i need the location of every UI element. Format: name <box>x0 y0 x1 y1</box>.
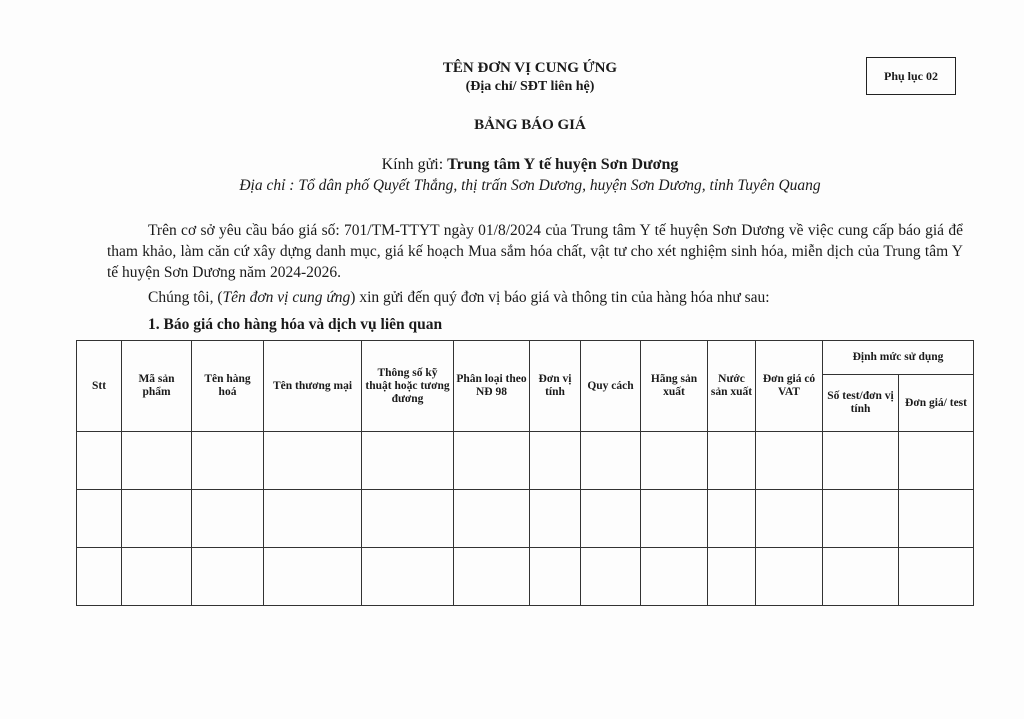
table-cell <box>756 432 823 490</box>
table-cell <box>581 490 641 548</box>
table-cell <box>641 432 708 490</box>
table-cell <box>756 490 823 548</box>
table-cell <box>708 548 756 606</box>
table-row <box>77 432 974 490</box>
table-cell <box>264 490 362 548</box>
column-header: Thông số kỹ thuật hoặc tương đương <box>362 341 454 432</box>
table-cell <box>756 548 823 606</box>
table-cell <box>823 432 899 490</box>
column-header: Tên thương mại <box>264 341 362 432</box>
table-cell <box>192 490 264 548</box>
appendix-box: Phụ lục 02 <box>866 57 956 95</box>
request-paragraph: Trên cơ sở yêu cầu báo giá số: 701/TM-TTYT ngày 01/8/2024 của Trung tâm Y tế huyện Sơn Dương về việc cung cấp báo giá để tham khảo, làm căn cứ xây dựng danh mục, giá kế hoạch Mua sắm hóa chất, vật tư cho xét nghiệm sinh hóa, miễn dịch của Trung tâm Y tế huyện Sơn Dương năm 2024-2026. <box>107 222 963 281</box>
table-cell <box>708 432 756 490</box>
table-row <box>77 548 974 606</box>
recipient-line <box>230 156 830 174</box>
intro-paragraph <box>148 289 968 307</box>
column-header: Quy cách <box>581 341 641 432</box>
table-cell <box>122 548 192 606</box>
table-cell <box>362 548 454 606</box>
table-cell <box>454 548 530 606</box>
column-header: Đơn giá có VAT <box>756 341 823 432</box>
column-header: Đơn giá/ test <box>899 375 974 432</box>
table-row <box>77 490 974 548</box>
column-header: Stt <box>77 341 122 432</box>
column-header: Tên hàng hoá <box>192 341 264 432</box>
document-title: BẢNG BÁO GIÁ <box>474 117 586 133</box>
table-cell <box>362 432 454 490</box>
table-cell <box>264 432 362 490</box>
table-cell <box>264 548 362 606</box>
section-title: 1. Báo giá cho hàng hóa và dịch vụ liên quan <box>148 316 443 333</box>
column-header: Mã sản phẩm <box>122 341 192 432</box>
table-cell <box>530 490 581 548</box>
column-header: Số test/đơn vị tính <box>823 375 899 432</box>
supplier-contact-heading: (Địa chỉ/ SĐT liên hệ) <box>465 79 595 94</box>
group-header-usage: Định mức sử dụng <box>823 341 974 375</box>
table-cell <box>77 490 122 548</box>
table-cell <box>581 432 641 490</box>
intro-placeholder: Tên đơn vị cung ứng <box>222 289 351 306</box>
table-cell <box>530 432 581 490</box>
table-cell <box>362 490 454 548</box>
table-cell <box>823 490 899 548</box>
table-cell <box>899 548 974 606</box>
table-cell <box>454 432 530 490</box>
table-cell <box>122 490 192 548</box>
table-cell <box>823 548 899 606</box>
supplier-name-heading: TÊN ĐƠN VỊ CUNG ỨNG <box>442 60 618 76</box>
table-cell <box>530 548 581 606</box>
table-cell <box>641 490 708 548</box>
intro-start: Chúng tôi, ( <box>148 289 223 306</box>
table-cell <box>581 548 641 606</box>
recipient-prefix: Kính gửi: <box>381 156 448 173</box>
table-cell <box>899 432 974 490</box>
intro-end: ) xin gửi đến quý đơn vị báo giá và thông tin của hàng hóa như sau: <box>350 289 770 306</box>
column-header: Nước sản xuất <box>708 341 756 432</box>
column-header: Hãng sản xuất <box>641 341 708 432</box>
table-cell <box>77 432 122 490</box>
table-cell <box>708 490 756 548</box>
table-cell <box>641 548 708 606</box>
table-cell <box>192 432 264 490</box>
table-cell <box>899 490 974 548</box>
recipient-address: Địa chỉ : Tổ dân phố Quyết Thắng, thị trấn Sơn Dương, huyện Sơn Dương, tỉnh Tuyên Quang <box>239 177 821 194</box>
recipient-name: Trung tâm Y tế huyện Sơn Dương <box>447 156 679 173</box>
table-cell <box>454 490 530 548</box>
column-header: Đơn vị tính <box>530 341 581 432</box>
quotation-table <box>76 340 974 606</box>
column-header: Phân loại theo NĐ 98 <box>454 341 530 432</box>
table-cell <box>77 548 122 606</box>
table-cell <box>192 548 264 606</box>
table-cell <box>122 432 192 490</box>
